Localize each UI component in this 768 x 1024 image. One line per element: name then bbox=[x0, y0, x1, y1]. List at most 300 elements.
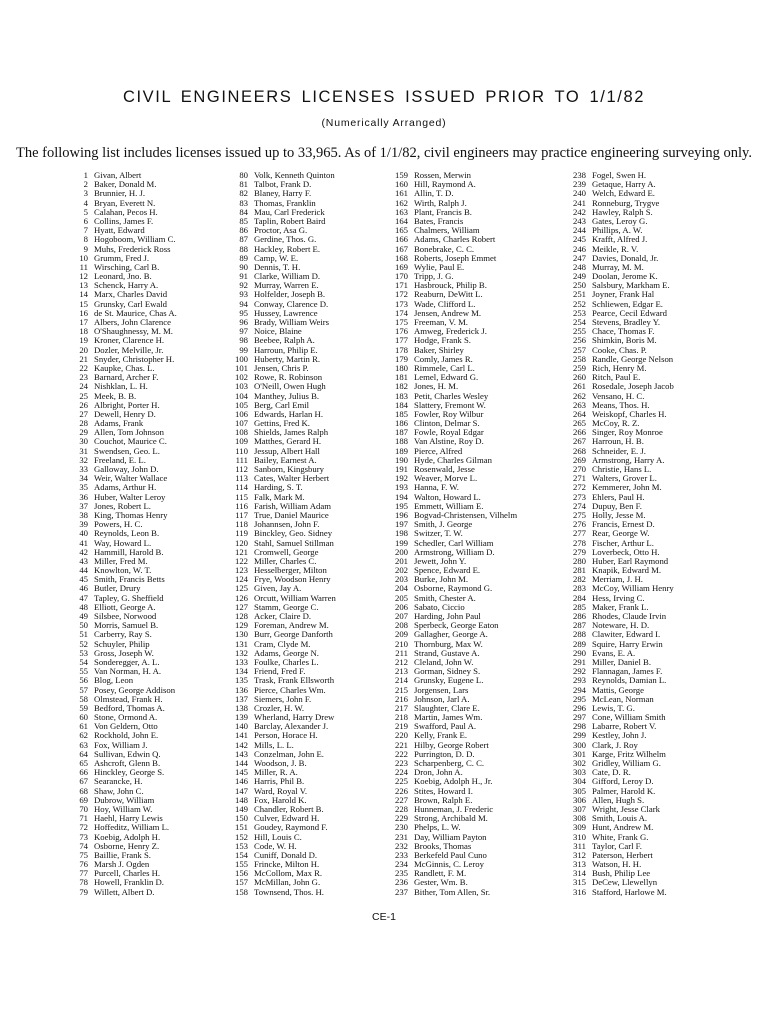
licensee-name: Goudey, Raymond F. bbox=[254, 822, 328, 833]
license-number: 24 bbox=[79, 381, 88, 392]
license-number: 300 bbox=[572, 739, 586, 750]
licensee-name: Comly, James R. bbox=[414, 353, 473, 364]
licensee-name: Wade, Clifford L. bbox=[414, 298, 476, 309]
licensee-name: Smith, Chester A. bbox=[414, 592, 476, 603]
license-number: 82 bbox=[239, 188, 248, 199]
licensee-name: Singer, Roy Monroe bbox=[592, 427, 663, 438]
license-number: 148 bbox=[234, 794, 248, 805]
license-number: 313 bbox=[572, 859, 586, 870]
licensee-name: Frincke, Milton H. bbox=[254, 859, 320, 870]
licensee-name: Woodson, J. B. bbox=[254, 758, 307, 768]
licensee-name: Grunsky, Eugene L. bbox=[414, 675, 484, 686]
licensee-name: Rich, Henry M. bbox=[592, 362, 647, 373]
licensee-name: Thornburg, Max W. bbox=[414, 638, 483, 649]
licensee-name: Fowler, Roy Wilbur bbox=[414, 408, 484, 419]
licensee-name: Baillie, Frank S. bbox=[94, 849, 151, 860]
license-number: 83 bbox=[239, 197, 248, 208]
license-number: 247 bbox=[572, 252, 586, 263]
license-number: 175 bbox=[394, 317, 408, 327]
license-number: 60 bbox=[79, 712, 88, 723]
license-number: 166 bbox=[394, 234, 408, 245]
licensee-name: Harding, S. T. bbox=[254, 482, 303, 493]
licensee-name: Fox, William J. bbox=[94, 739, 148, 750]
license-number: 41 bbox=[79, 537, 88, 548]
license-number: 296 bbox=[572, 702, 586, 713]
license-number: 173 bbox=[394, 298, 408, 309]
licensee-name: Allen, Tom Johnson bbox=[94, 427, 164, 438]
license-entry bbox=[52, 888, 232, 897]
license-number: 298 bbox=[572, 721, 586, 732]
license-number: 314 bbox=[572, 868, 586, 879]
licensee-name: Townsend, Thos. H. bbox=[254, 886, 324, 897]
licensee-name: Evans, E. A. bbox=[592, 647, 636, 658]
license-number: 252 bbox=[572, 298, 586, 309]
license-number: 235 bbox=[394, 868, 408, 879]
license-number: 270 bbox=[572, 464, 586, 474]
license-number: 207 bbox=[394, 611, 408, 621]
licensee-name: McCoy, William Henry bbox=[592, 583, 674, 594]
license-number: 4 bbox=[83, 197, 88, 208]
license-number: 172 bbox=[394, 289, 408, 300]
licensee-name: Crozler, H. W. bbox=[254, 702, 305, 713]
licensee-name: Brunnier, H. J. bbox=[94, 188, 146, 199]
licensee-name: Walters, Grover L. bbox=[592, 473, 657, 484]
license-number: 77 bbox=[79, 868, 88, 879]
license-number: 302 bbox=[572, 758, 586, 768]
licensee-name: Stites, Howard I. bbox=[414, 785, 473, 796]
licensee-name: Hunt, Andrew M. bbox=[592, 822, 654, 833]
licensee-name: Shaw, John C. bbox=[94, 785, 144, 796]
licensee-name: Muhs, Frederick Ross bbox=[94, 243, 171, 254]
licensee-name: Conzelman, John E. bbox=[254, 748, 324, 759]
licensee-name: Murray, Warren E. bbox=[254, 280, 319, 291]
licensee-name: Pearce, Cecil Edward bbox=[592, 307, 668, 318]
licensee-name: Adams, Charles Robert bbox=[414, 234, 496, 245]
license-number: 31 bbox=[79, 445, 88, 456]
license-number: 195 bbox=[394, 500, 408, 511]
licensee-name: Shields, James Ralph bbox=[254, 427, 329, 438]
license-number: 224 bbox=[394, 767, 408, 778]
licensee-name: White, Frank G. bbox=[592, 831, 649, 842]
licensee-name: Dozler, Melville, Jr. bbox=[94, 344, 164, 355]
license-number: 87 bbox=[239, 234, 248, 245]
license-number: 178 bbox=[394, 344, 408, 355]
licensee-name: Weiskopf, Charles H. bbox=[592, 408, 667, 419]
license-number: 217 bbox=[394, 702, 408, 713]
licensee-name: Manthey, Julius B. bbox=[254, 390, 320, 401]
license-number: 250 bbox=[572, 280, 586, 291]
licensee-name: Bailey, Earnest A. bbox=[254, 454, 317, 465]
licensee-name: Bryan, Everett N. bbox=[94, 197, 156, 208]
licensee-name: Orcutt, William Warren bbox=[254, 592, 336, 603]
licensee-name: Snyder, Christopher H. bbox=[94, 353, 175, 364]
licensee-name: Von Geldern, Otto bbox=[94, 721, 158, 732]
licensee-name: Gates, Leroy G. bbox=[592, 215, 648, 226]
license-number: 186 bbox=[394, 418, 408, 429]
license-number: 259 bbox=[572, 362, 586, 373]
licensee-name: Clarke, William D. bbox=[254, 271, 321, 282]
license-number: 197 bbox=[394, 519, 408, 530]
licensee-name: Hogoboom, William C. bbox=[94, 234, 176, 245]
licensee-name: Burke, John M. bbox=[414, 574, 469, 585]
license-number: 57 bbox=[79, 684, 88, 695]
license-number: 234 bbox=[394, 859, 408, 870]
licensee-name: Jewett, John Y. bbox=[414, 555, 467, 566]
licensee-name: Strong, Archibald M. bbox=[414, 813, 488, 824]
licensee-name: Taplin, Robert Baird bbox=[254, 215, 326, 226]
licensee-name: Lewis, T. G. bbox=[592, 702, 635, 713]
licensee-name: Hanna, F. W. bbox=[414, 482, 459, 493]
licensee-name: Kaupke, Chas. L. bbox=[94, 362, 155, 373]
licensee-name: Galloway, John D. bbox=[94, 464, 159, 474]
licensee-name: Stafford, Harlowe M. bbox=[592, 886, 667, 897]
licensee-name: Baker, Donald M. bbox=[94, 179, 157, 190]
licensee-name: Posey, George Addison bbox=[94, 684, 176, 695]
license-number: 177 bbox=[394, 335, 408, 346]
license-number: 25 bbox=[79, 390, 88, 401]
license-number: 56 bbox=[79, 675, 88, 686]
license-number: 273 bbox=[572, 491, 586, 502]
license-number: 232 bbox=[394, 840, 408, 851]
licensee-name: Edwards, Harlan H. bbox=[254, 408, 323, 419]
licensee-name: Getaque, Harry A. bbox=[592, 179, 656, 190]
licensee-name: Hoy, William W. bbox=[94, 803, 153, 814]
license-number: 208 bbox=[394, 620, 408, 631]
license-number: 220 bbox=[394, 730, 408, 741]
license-number: 92 bbox=[239, 280, 248, 291]
licensee-name: Purcell, Charles H. bbox=[94, 868, 161, 879]
license-number: 76 bbox=[79, 859, 88, 870]
license-number: 210 bbox=[394, 638, 408, 649]
license-number: 46 bbox=[79, 583, 88, 594]
license-number: 262 bbox=[572, 390, 586, 401]
license-number: 305 bbox=[572, 785, 586, 796]
licensee-name: Foulke, Charles L. bbox=[254, 656, 319, 667]
license-entry bbox=[550, 888, 740, 897]
license-column-3 bbox=[372, 171, 562, 897]
licensee-name: Baker, Shirley bbox=[414, 344, 464, 355]
license-number: 39 bbox=[79, 519, 88, 530]
license-number: 286 bbox=[572, 611, 586, 621]
licensee-name: Palmer, Harold K. bbox=[592, 785, 656, 796]
license-number: 274 bbox=[572, 500, 586, 511]
license-number: 299 bbox=[572, 730, 586, 741]
licensee-name: Day, William Payton bbox=[414, 831, 487, 842]
license-number: 55 bbox=[79, 666, 88, 677]
license-number: 124 bbox=[234, 574, 248, 585]
licensee-name: Conway, Clarence D. bbox=[254, 298, 329, 309]
license-number: 192 bbox=[394, 473, 408, 484]
licensee-name: Cram, Clyde M. bbox=[254, 638, 311, 649]
license-number: 187 bbox=[394, 427, 408, 438]
license-number: 289 bbox=[572, 638, 586, 649]
license-number: 272 bbox=[572, 482, 586, 493]
licensee-name: Gester, Wm. B. bbox=[414, 877, 468, 888]
licensee-name: Van Alstine, Roy D. bbox=[414, 436, 484, 447]
license-number: 84 bbox=[239, 206, 248, 217]
licensee-name: Sanborn, Kingsbury bbox=[254, 464, 324, 474]
licensee-name: Hackley, Robert E. bbox=[254, 243, 321, 254]
licensee-name: Taylor, Carl F. bbox=[592, 840, 642, 851]
license-number: 145 bbox=[234, 767, 248, 778]
license-column-1 bbox=[52, 171, 232, 897]
license-number: 111 bbox=[235, 454, 248, 465]
licensee-name: Knapik, Edward M. bbox=[592, 565, 662, 576]
license-number: 214 bbox=[394, 675, 408, 686]
license-number: 294 bbox=[572, 684, 586, 695]
licensee-name: Trask, Frank Ellsworth bbox=[254, 675, 335, 686]
licensee-name: Maker, Frank L. bbox=[592, 601, 649, 612]
licensee-name: Cone, William Smith bbox=[592, 712, 666, 723]
license-number: 307 bbox=[572, 803, 586, 814]
license-number: 44 bbox=[79, 565, 88, 576]
license-number: 229 bbox=[394, 813, 408, 824]
license-number: 159 bbox=[394, 170, 408, 180]
licensee-name: Jessup, Albert Hall bbox=[254, 445, 320, 456]
licensee-name: Dewell, Henry D. bbox=[94, 408, 156, 419]
licensee-name: Jensen, Chris P. bbox=[254, 362, 309, 373]
license-number: 258 bbox=[572, 353, 586, 364]
licensee-name: Grumm, Fred J. bbox=[94, 252, 150, 263]
licensee-name: Freeman, V. M. bbox=[414, 317, 468, 327]
license-number: 278 bbox=[572, 537, 586, 548]
license-number: 303 bbox=[572, 767, 586, 778]
licensee-name: Clinton, Delmar S. bbox=[414, 418, 480, 429]
license-number: 157 bbox=[234, 877, 248, 888]
license-number: 239 bbox=[572, 179, 586, 190]
page-subtitle: (Numerically Arranged) bbox=[321, 117, 447, 129]
licensee-name: Kroner, Clarence H. bbox=[94, 335, 165, 346]
license-number: 116 bbox=[235, 500, 248, 511]
licensee-name: Butler, Drury bbox=[94, 583, 141, 594]
licensee-name: Swafford, Paul A. bbox=[414, 721, 477, 732]
licensee-name: Brooks, Thomas bbox=[414, 840, 472, 851]
licensee-name: Ward, Royal V. bbox=[254, 785, 308, 796]
licensee-name: Fischer, Arthur L. bbox=[592, 537, 654, 548]
licensee-name: Miller, R. A. bbox=[254, 767, 298, 778]
license-number: 28 bbox=[79, 418, 88, 429]
license-number: 119 bbox=[235, 528, 248, 539]
license-number: 95 bbox=[239, 307, 248, 318]
licensee-name: Hilby, George Robert bbox=[414, 739, 489, 750]
licensee-name: Rossen, Merwin bbox=[414, 170, 471, 180]
licensee-name: Labarre, Robert V. bbox=[592, 721, 657, 732]
licensee-name: Rockhold, John E. bbox=[94, 730, 159, 741]
license-number: 189 bbox=[394, 445, 408, 456]
licensee-name: de St. Maurice, Chas A. bbox=[94, 307, 177, 318]
license-number: 122 bbox=[234, 555, 248, 566]
licensee-name: Francis, Ernest D. bbox=[592, 519, 655, 530]
licensee-name: Krafft, Alfred J. bbox=[592, 234, 648, 245]
licensee-name: Blog, Leon bbox=[94, 675, 134, 686]
licensee-name: Culver, Edward H. bbox=[254, 813, 320, 824]
licensee-name: Pierce, Charles Wm. bbox=[254, 684, 326, 695]
license-number: 26 bbox=[79, 399, 88, 410]
license-number: 243 bbox=[572, 215, 586, 226]
licensee-name: Weaver, Morve L. bbox=[414, 473, 478, 484]
licensee-name: Cooke, Chas. P. bbox=[592, 344, 647, 355]
license-number: 206 bbox=[394, 601, 408, 612]
license-number: 136 bbox=[234, 684, 248, 695]
license-number: 105 bbox=[234, 399, 248, 410]
licensee-name: Brady, William Weirs bbox=[254, 317, 330, 327]
license-number: 237 bbox=[394, 886, 408, 897]
licensee-name: Cates, Walter Herbert bbox=[254, 473, 330, 484]
licensee-name: Cate, D. R. bbox=[592, 767, 631, 778]
license-number: 114 bbox=[235, 482, 248, 493]
license-number: 196 bbox=[394, 509, 408, 520]
license-number: 257 bbox=[572, 344, 586, 355]
licensee-name: Tripp, J. G. bbox=[414, 271, 454, 282]
licensee-name: Fogel, Swen H. bbox=[592, 170, 647, 180]
license-number: 109 bbox=[234, 436, 248, 447]
license-number: 223 bbox=[394, 758, 408, 768]
license-number: 22 bbox=[79, 362, 88, 373]
license-number: 246 bbox=[572, 243, 586, 254]
licensee-name: Proctor, Asa G. bbox=[254, 225, 308, 236]
license-number: 113 bbox=[235, 473, 248, 484]
license-number: 205 bbox=[394, 592, 408, 603]
licensee-name: Petit, Charles Wesley bbox=[414, 390, 489, 401]
licensee-name: Reaburn, DeWitt L. bbox=[414, 289, 483, 300]
licensee-name: Miller, Charles C. bbox=[254, 555, 317, 566]
licensee-name: Martin, James Wm. bbox=[414, 712, 483, 723]
licensee-name: Powers, H. C. bbox=[94, 519, 143, 530]
license-number: 297 bbox=[572, 712, 586, 723]
license-number: 218 bbox=[394, 712, 408, 723]
license-number: 268 bbox=[572, 445, 586, 456]
licensee-name: Scharpenberg, C. C. bbox=[414, 758, 485, 768]
licensee-name: Switzer, T. W. bbox=[414, 528, 463, 539]
licensee-name: Phillips, A. W. bbox=[592, 225, 643, 236]
license-number: 288 bbox=[572, 629, 586, 640]
licensee-name: Stevens, Bradley Y. bbox=[592, 317, 661, 327]
license-number: 89 bbox=[239, 252, 248, 263]
licensee-name: Hussey, Lawrence bbox=[254, 307, 318, 318]
licensee-name: Blaney, Harry F. bbox=[254, 188, 312, 199]
licensee-name: Hyatt, Edward bbox=[94, 225, 145, 236]
license-number: 54 bbox=[79, 656, 88, 667]
licensee-name: Friend, Fred F. bbox=[254, 666, 306, 677]
license-number: 277 bbox=[572, 528, 586, 539]
licensee-name: Squire, Harry Erwin bbox=[592, 638, 663, 649]
license-number: 168 bbox=[394, 252, 408, 263]
license-number: 146 bbox=[234, 776, 248, 787]
license-number: 249 bbox=[572, 271, 586, 282]
licensee-name: Adams, Frank bbox=[94, 418, 144, 429]
license-number: 179 bbox=[394, 353, 408, 364]
licensee-name: Flannagan, James F. bbox=[592, 666, 663, 677]
license-number: 171 bbox=[394, 280, 408, 291]
license-number: 225 bbox=[394, 776, 408, 787]
licensee-name: Rhodes, Claude Irvin bbox=[592, 611, 667, 621]
licensee-name: Johannsen, John F. bbox=[254, 519, 320, 530]
licensee-name: Hinckley, George S. bbox=[94, 767, 165, 778]
licensee-name: Sullivan, Edwin Q. bbox=[94, 748, 161, 759]
licensee-name: Mattis, George bbox=[592, 684, 644, 695]
licensee-name: Miller, Daniel B. bbox=[592, 656, 652, 667]
licensee-name: Givan, Albert bbox=[94, 170, 142, 180]
license-number: 160 bbox=[394, 179, 408, 190]
license-number: 266 bbox=[572, 427, 586, 438]
license-number: 48 bbox=[79, 601, 88, 612]
licensee-name: Chandler, Robert B. bbox=[254, 803, 324, 814]
license-number: 310 bbox=[572, 831, 586, 842]
license-number: 62 bbox=[79, 730, 88, 741]
license-number: 11 bbox=[79, 261, 88, 272]
license-number: 75 bbox=[79, 849, 88, 860]
licensee-name: Kelly, Frank E. bbox=[414, 730, 467, 741]
license-number: 120 bbox=[234, 537, 248, 548]
licensee-name: Acker, Claire D. bbox=[254, 611, 312, 621]
license-number: 2 bbox=[83, 179, 88, 190]
license-number: 169 bbox=[394, 261, 408, 272]
license-number: 52 bbox=[79, 638, 88, 649]
license-number: 110 bbox=[235, 445, 248, 456]
licensee-name: Tapley, G. Sheffield bbox=[94, 592, 164, 603]
licensee-name: Davies, Donald, Jr. bbox=[592, 252, 659, 263]
license-number: 221 bbox=[394, 739, 408, 750]
page-number: CE-1 bbox=[372, 911, 396, 923]
license-number: 40 bbox=[79, 528, 88, 539]
license-number: 131 bbox=[234, 638, 248, 649]
license-number: 97 bbox=[239, 326, 248, 337]
licensee-name: Rowe, R. Robinson bbox=[254, 372, 323, 383]
licensee-name: Jones, H. M. bbox=[414, 381, 459, 392]
license-number: 315 bbox=[572, 877, 586, 888]
license-number: 211 bbox=[395, 647, 408, 658]
licensee-name: Harding, John Paul bbox=[414, 611, 481, 621]
licensee-name: Walton, Howard L. bbox=[414, 491, 481, 502]
licensee-name: Mills, L. L. bbox=[254, 739, 294, 750]
licensee-name: Gorman, Sidney S. bbox=[414, 666, 481, 677]
intro-paragraph: The following list includes licenses issued up to 33,965. As of 1/1/82, civil engineers may practice engineering surveying only. bbox=[16, 145, 752, 161]
license-number: 147 bbox=[234, 785, 248, 796]
license-number: 293 bbox=[572, 675, 586, 686]
licensee-name: Emmett, William E. bbox=[414, 500, 484, 511]
license-number: 85 bbox=[239, 215, 248, 226]
license-number: 282 bbox=[572, 574, 586, 585]
license-number: 236 bbox=[394, 877, 408, 888]
licensee-name: Loverbeck, Otto H. bbox=[592, 546, 660, 557]
license-number: 216 bbox=[394, 693, 408, 704]
licensee-name: Cuniff, Donald D. bbox=[254, 849, 318, 860]
license-number: 108 bbox=[234, 427, 248, 438]
license-number: 241 bbox=[572, 197, 586, 208]
license-number: 141 bbox=[234, 730, 248, 741]
license-number: 103 bbox=[234, 381, 248, 392]
license-number: 47 bbox=[79, 592, 88, 603]
licensee-name: Huber, Walter Leroy bbox=[94, 491, 166, 502]
license-number: 261 bbox=[572, 381, 586, 392]
license-number: 19 bbox=[79, 335, 88, 346]
licensee-name: Noteware, H. D. bbox=[592, 620, 650, 631]
licensee-name: Frye, Woodson Henry bbox=[254, 574, 331, 585]
licensee-name: Randlett, F. M. bbox=[414, 868, 467, 879]
license-number: 43 bbox=[79, 555, 88, 566]
license-number: 45 bbox=[79, 574, 88, 585]
licensee-name: Morris, Samuel B. bbox=[94, 620, 159, 631]
licensee-name: Thomas, Franklin bbox=[254, 197, 316, 208]
licensee-name: Rosedale, Joseph Jacob bbox=[592, 381, 674, 392]
license-number: 201 bbox=[394, 555, 408, 566]
license-number: 213 bbox=[394, 666, 408, 677]
license-number: 67 bbox=[79, 776, 88, 787]
license-number: 304 bbox=[572, 776, 586, 787]
license-number: 132 bbox=[234, 647, 248, 658]
license-number: 72 bbox=[79, 822, 88, 833]
licensee-name: Bedford, Thomas A. bbox=[94, 702, 165, 713]
